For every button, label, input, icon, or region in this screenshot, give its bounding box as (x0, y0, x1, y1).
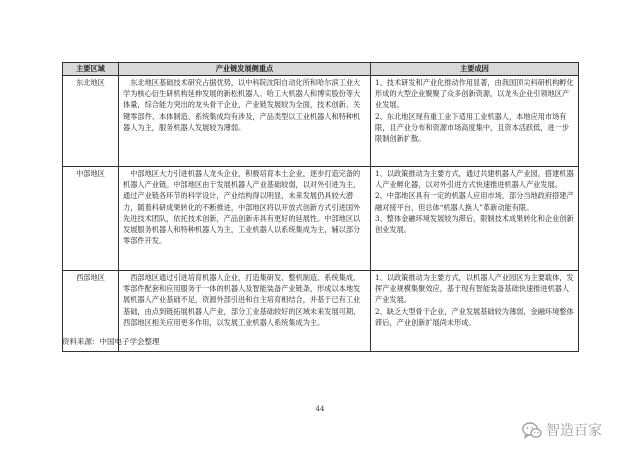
region-cell: 西部地区 (63, 271, 119, 352)
table-row-northeast (63, 76, 579, 167)
causes-cell (371, 271, 579, 352)
focus-cell (119, 76, 371, 167)
header-region: 主要区域 (63, 63, 119, 76)
focus-cell (119, 167, 371, 271)
focus-text: 西部地区通过引进培育机器人企业，打造集研发、整机制造、系统集成、零部件配套和应用服务于一体的机器人及智能装备产业链条，形成以本地发展机器人产业基础不足，资源外部引进和自主培育相结合，并基于已有工业基础，由点到链拓展机器人产业，部分工业基础较好的区域未来发展可期、西部地区相关应用更多作用，以发展工业机器人系统集成为主。 (123, 273, 361, 327)
cause-item: 3、整体金融环境发展较为滞后，限制技术成果转化和企业创新创业发展。 (375, 213, 574, 235)
table-row-central (63, 167, 579, 271)
header-focus: 产业链发展侧重点 (119, 63, 371, 76)
region-cell: 东北地区 (63, 76, 119, 167)
causes-cell (371, 167, 579, 271)
cause-item: 2、中部地区具有一定的机器人应用市场，部分当地政府搭建产融对接平台，但总体“机器人换人”革新动能有限。 (375, 191, 574, 212)
cause-item: 1、以政策推动为主要方式，通过共建机器人产业园，搭建机器人产业孵化器，以对外引进方式快速推进机器人产业发展。 (375, 169, 574, 190)
cause-item: 1、技术研发和产业化推动作用显著，由我国顶尖科研机构孵化形成的大型企业聚聚了众多创新资源，以龙头企业引领地区产业发展。 (375, 78, 574, 110)
cause-item: 2、缺乏大型骨干企业，产业发展基础较为薄弱，金融环境整体滞后，产业创新扩展尚未形成。 (375, 306, 574, 327)
source-note: 资料来源：中国电子学会整理 (62, 337, 160, 346)
focus-text: 中部地区大力引进机器人龙头企业，积极培育本土企业，逐步打造完备的机器人产业链。中部地区由于发展机器人产业基础较弱，以对外引进为主，通过产业链各环节的科学设计，产业结构得以明显，未来发展仍具较大潜力，随着科研成果转化的不断推进，中部地区将以开放式创新方式引进国外先进技术团队，依托技术创新，产品创新赤具有更好的延展性。中部地区以发展服务机器人和特种机器人为主，工业机器人以系统集成为主，辅以部分零部件开发。 (123, 169, 361, 246)
wechat-icon (522, 422, 542, 439)
industry-chain-table (62, 62, 579, 352)
page-number: 44 (315, 405, 325, 413)
cause-item: 1、以政策推动为主要方式，以机器人产业园区为主要载体，发挥产业规模集聚效应，基于现有智能装备基础快速推进机器人产业发展。 (375, 273, 574, 305)
region-cell: 中部地区 (63, 167, 119, 271)
cause-item: 2、东北地区现有重工业下适用工业机器人，本地应用市场有限，且产业分布和资源市场高度集中，且资本活跃低，进一步限制创新扩散。 (375, 111, 570, 144)
causes-cell (371, 76, 579, 167)
watermark-text: 智造百家 (546, 423, 602, 439)
focus-text: 东北地区基础技术研究占据优势，以中科院沈阳自动化所和哈尔滨工业大学为核心衍生研机构延伸发展的新松机器人、哈工大机器人和博实股份等大体量，综合能力突出的龙头骨干企业，产业链发展较为全面，技术创新、关键零部件、本体制造、系统集成均有涉及，产品类型以工业机器人和特种机器人为主，服务机器人发展较为薄弱。 (123, 78, 361, 132)
table-header-row (63, 63, 579, 76)
watermark (522, 420, 602, 440)
header-causes: 主要成因 (371, 63, 579, 76)
